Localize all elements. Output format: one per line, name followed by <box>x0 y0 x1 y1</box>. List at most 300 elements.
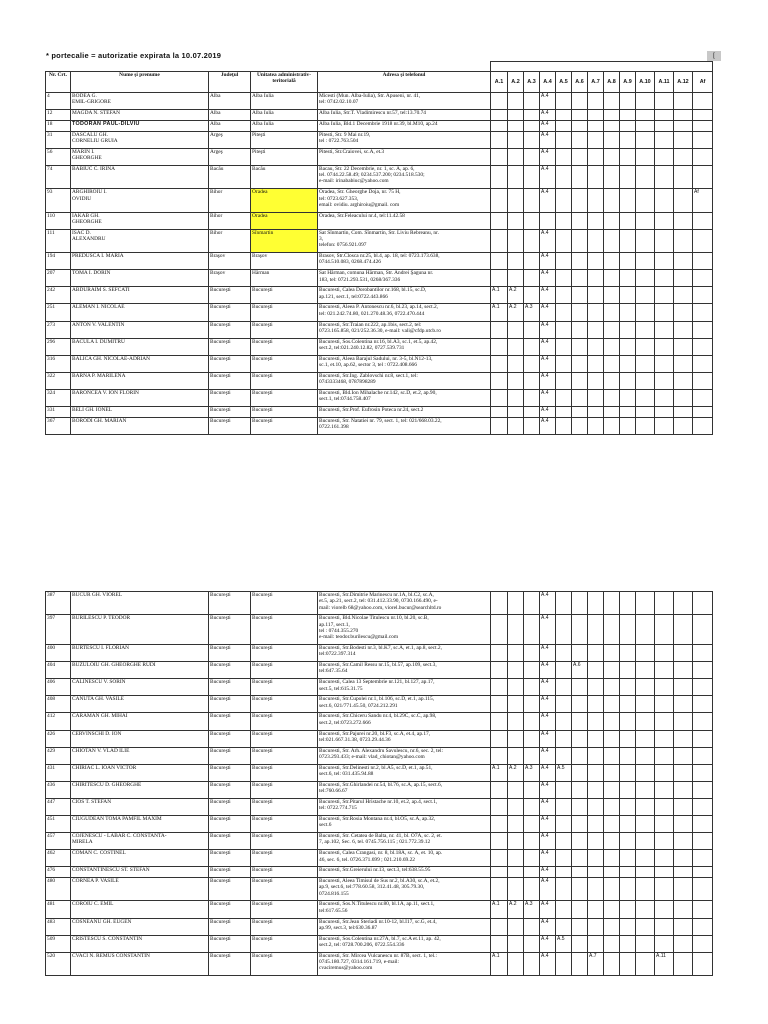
authorization-code-cell <box>588 798 604 815</box>
authorization-code-cell <box>693 372 713 389</box>
authorization-code-cell <box>655 679 674 696</box>
authorization-code-cell <box>655 321 674 338</box>
authorization-code-cell <box>655 781 674 798</box>
person-name: CHIOTAN V. VLAD ILIE <box>71 747 209 764</box>
row-number: 296 <box>46 338 71 355</box>
authorization-code-cell <box>693 592 713 615</box>
row-number: 476 <box>46 867 71 878</box>
authorization-code-cell <box>604 372 620 389</box>
authorization-code-cell <box>604 287 620 304</box>
address-cell: Bucuresti, Str. Arh. Alexandru Savulescu, nr.6, sec. 2, tel: 0723.293.433; e-mail: vlad_chiotan@yahoo.com <box>318 747 491 764</box>
authorization-code-cell <box>693 730 713 747</box>
authorization-code-cell <box>674 764 693 781</box>
county-cell: Bucureşti <box>209 321 251 338</box>
authorization-code-cell <box>636 679 655 696</box>
authorization-code-cell <box>556 850 572 867</box>
authorization-code-cell <box>655 253 674 270</box>
person-name: DASCALU GH. CORNELIU GRUIA <box>71 131 209 148</box>
row-number: 242 <box>46 287 71 304</box>
authorization-code-cell <box>508 229 524 252</box>
address-cell: Bucuresti, Str.Bodesti nr.3, bl.K7, sc.A, et.1, ap.8, sect.2, tel:0722.397.314 <box>318 645 491 662</box>
authorization-code-cell <box>604 338 620 355</box>
authorization-code-cell <box>556 189 572 212</box>
authorization-code-cell <box>508 148 524 165</box>
header-code: A.11 <box>655 72 674 93</box>
row-number: 56 <box>46 148 71 165</box>
person-name: BACULA I. DUMITRU <box>71 338 209 355</box>
unit-cell: Bucureşti <box>251 833 318 850</box>
authorization-code-cell <box>674 131 693 148</box>
address-cell: Bucuresti, Str.Greierului nr.13, sect.3, tel:638.55.95 <box>318 867 491 878</box>
authorization-code-cell: A.4 <box>540 730 556 747</box>
authorization-code-cell <box>620 165 636 188</box>
authorization-code-cell <box>636 189 655 212</box>
authorization-code-cell <box>655 662 674 679</box>
table-row <box>46 229 713 252</box>
authorization-code-cell <box>556 338 572 355</box>
header-name: Nume şi prenume <box>71 72 209 93</box>
authorization-code-cell <box>556 355 572 372</box>
authorization-code-cell <box>636 321 655 338</box>
authorization-code-cell <box>588 253 604 270</box>
authorization-code-cell: A.7 <box>588 952 604 975</box>
row-number: 273 <box>46 321 71 338</box>
authorization-code-cell <box>524 287 540 304</box>
address-cell: Bucuresti, Aleea Barajul Sadului, nr. 3-5, bl.N12-13, sc.1, et.10, ap.62, sector 3, tel : 0722.408.666 <box>318 355 491 372</box>
county-cell: Bucureşti <box>209 355 251 372</box>
person-name: BALICA GH. NICOLAE-ADRIAN <box>71 355 209 372</box>
address-cell: Bucuresti, Str.Chiceru Sandu nr.4, bl.29C, sc.C, ap.98, sect.2, tel:0723.272.666 <box>318 713 491 730</box>
person-name: BARONCEA V. ION FLORIN <box>71 389 209 406</box>
authorization-code-cell <box>604 679 620 696</box>
header-code: A.6 <box>572 72 588 93</box>
authorization-code-cell <box>693 901 713 918</box>
authorization-code-cell <box>491 372 508 389</box>
authorization-code-cell: A.4 <box>540 120 556 131</box>
county-cell: Bucureşti <box>209 615 251 645</box>
authorization-code-cell <box>491 935 508 952</box>
authorization-code-cell <box>674 696 693 713</box>
unit-cell: Bucureşti <box>251 935 318 952</box>
authorization-code-cell <box>508 867 524 878</box>
authorization-code-cell <box>491 679 508 696</box>
unit-cell: Bucureşti <box>251 662 318 679</box>
authorization-code-cell <box>572 781 588 798</box>
authorization-code-cell <box>556 878 572 901</box>
authorization-code-cell <box>508 747 524 764</box>
county-cell: Bucureşti <box>209 952 251 975</box>
authorization-code-cell <box>588 918 604 935</box>
authorization-code-cell <box>524 592 540 615</box>
row-number: 74 <box>46 165 71 188</box>
authorization-code-cell <box>636 212 655 229</box>
county-cell: Bucureşti <box>209 645 251 662</box>
authorization-code-cell: A.4 <box>540 338 556 355</box>
table-row <box>46 850 713 867</box>
person-name: CVACI N. REMUS CONSTANTIN <box>71 952 209 975</box>
authorization-code-cell: A.2 <box>508 287 524 304</box>
authorization-code-cell <box>674 287 693 304</box>
authorization-code-cell <box>491 878 508 901</box>
authorization-code-cell <box>604 730 620 747</box>
authorization-code-cell <box>655 406 674 417</box>
address-cell: Bucuresti, Sos.N.Titulescu nr.80, bl.1A, ap.11, sect.1, tel:617.65.56 <box>318 901 491 918</box>
row-number: 12 <box>46 110 71 121</box>
authorization-code-cell <box>674 645 693 662</box>
person-name: BODEA G. EMIL-GRIGORE <box>71 93 209 110</box>
unit-cell: Bucureşti <box>251 867 318 878</box>
authorization-code-cell: A.4 <box>540 747 556 764</box>
authorization-code-cell <box>524 165 540 188</box>
authorization-code-cell <box>491 798 508 815</box>
authorization-code-cell <box>693 816 713 833</box>
table-row <box>46 189 713 212</box>
table-row <box>46 662 713 679</box>
county-cell: Bucureşti <box>209 592 251 615</box>
authorization-code-cell <box>674 355 693 372</box>
row-number: 462 <box>46 850 71 867</box>
authorization-code-cell <box>588 304 604 321</box>
authorization-code-cell <box>693 406 713 417</box>
person-name: CHIRIAC L. IOAN VICTOR <box>71 764 209 781</box>
authorization-code-cell <box>620 229 636 252</box>
authorization-code-cell <box>588 645 604 662</box>
table-row <box>46 747 713 764</box>
address-cell: Bucuresti, Str.Ghirlandei nr.54, bl.76, sc.A, ap.15, sect.6, tel:760.66.67 <box>318 781 491 798</box>
person-name: ANTON V. VALENTIN <box>71 321 209 338</box>
authorization-code-cell <box>556 270 572 287</box>
authorization-code-cell <box>508 816 524 833</box>
person-name: CHIRITESCU D. GHEORGHE <box>71 781 209 798</box>
authorization-code-cell <box>491 592 508 615</box>
unit-cell: Bucureşti <box>251 355 318 372</box>
authorization-code-cell <box>556 816 572 833</box>
person-name: COMAN C. COSTINEL <box>71 850 209 867</box>
authorization-code-cell <box>556 645 572 662</box>
authorization-code-cell <box>655 696 674 713</box>
authorization-code-cell: A.4 <box>540 406 556 417</box>
authorization-code-cell <box>655 110 674 121</box>
authorization-code-cell: A.4 <box>540 764 556 781</box>
authorization-code-cell <box>508 189 524 212</box>
county-cell: Bucureşti <box>209 747 251 764</box>
unit-cell: Braşov <box>251 253 318 270</box>
unit-cell: Bucureşti <box>251 679 318 696</box>
authorization-code-cell: A.1 <box>491 952 508 975</box>
authorization-code-cell <box>620 321 636 338</box>
authorization-code-cell <box>588 372 604 389</box>
authorization-code-cell <box>636 730 655 747</box>
authorization-code-cell <box>491 918 508 935</box>
row-number: 406 <box>46 679 71 696</box>
unit-cell: Oradea <box>251 189 318 212</box>
authorization-code-cell <box>636 850 655 867</box>
county-cell: Bucureşti <box>209 918 251 935</box>
person-name: CRISTESCU S. CONSTANTIN <box>71 935 209 952</box>
unit-cell: Bucureşti <box>251 372 318 389</box>
table-row <box>46 93 713 110</box>
address-cell: Bucuresti, Str. Natatiei nr. 79, sect. 1, tel: 021/668.03.22, 0722.161.398 <box>318 417 491 434</box>
authorization-code-cell <box>693 338 713 355</box>
authorization-code-cell <box>572 165 588 188</box>
authorization-code-cell <box>604 120 620 131</box>
authorization-code-cell <box>508 781 524 798</box>
authorization-code-cell <box>572 355 588 372</box>
row-number: 111 <box>46 229 71 252</box>
person-name: ABDURAIM S. SEFCATI <box>71 287 209 304</box>
authorization-code-cell <box>636 615 655 645</box>
authorization-code-cell <box>572 696 588 713</box>
unit-cell: Bucureşti <box>251 747 318 764</box>
county-cell: Bucureşti <box>209 901 251 918</box>
authorization-code-cell <box>524 935 540 952</box>
authorization-code-cell <box>604 165 620 188</box>
county-cell: Bihor <box>209 189 251 212</box>
authorization-code-cell <box>491 131 508 148</box>
authorization-code-cell <box>572 270 588 287</box>
authorization-code-cell <box>604 662 620 679</box>
authorization-code-cell <box>491 713 508 730</box>
address-cell: Bucuresti, Str. Cetatea de Balta, nr. 41, bl. O7A, sc. 2, et. 7, ap.102, Sec. 6, tel. 0745.756.115 ; 021.772.39.12 <box>318 833 491 850</box>
authorization-code-cell: A.4 <box>540 798 556 815</box>
authorization-code-cell <box>491 93 508 110</box>
authorization-code-cell <box>693 321 713 338</box>
authorization-code-cell <box>604 918 620 935</box>
authorization-code-cell: A.4 <box>540 270 556 287</box>
authorization-code-cell <box>508 253 524 270</box>
unit-cell: Sînmartin <box>251 229 318 252</box>
authorization-code-cell <box>508 935 524 952</box>
table-row <box>46 918 713 935</box>
authorization-code-cell <box>524 781 540 798</box>
authorization-code-cell <box>508 406 524 417</box>
authorization-code-cell <box>655 287 674 304</box>
table-row <box>46 120 713 131</box>
table-header <box>46 72 713 93</box>
authorization-code-cell <box>572 878 588 901</box>
address-cell: Bucuresti, Str.Cupolei nr.1, bl.106, sc.D, et.1, ap.115, sect.6, 021/771.45.50, 0724.212.291 <box>318 696 491 713</box>
authorization-code-cell <box>508 615 524 645</box>
row-number: 457 <box>46 833 71 850</box>
authorization-code-cell <box>655 592 674 615</box>
unit-cell: Bucureşti <box>251 321 318 338</box>
authorization-code-cell <box>693 389 713 406</box>
authorization-code-cell <box>508 713 524 730</box>
header-code: A.2 <box>508 72 524 93</box>
authorization-code-cell <box>524 93 540 110</box>
authorization-code-cell <box>491 120 508 131</box>
authorization-code-cell <box>604 850 620 867</box>
authorization-code-cell <box>674 93 693 110</box>
authorization-code-cell <box>693 110 713 121</box>
row-number: 18 <box>46 120 71 131</box>
authorization-code-cell <box>674 592 693 615</box>
county-cell: Alba <box>209 120 251 131</box>
authorization-code-cell <box>620 417 636 434</box>
authorization-code-cell <box>524 417 540 434</box>
authorization-code-cell: A.4 <box>540 833 556 850</box>
unit-cell: Alba Iulia <box>251 93 318 110</box>
authorization-code-cell <box>693 850 713 867</box>
address-cell: Bucuresti, Sos.Colentina nr.16, bl.A3, sc.1, et.5, ap.42, sect.2, tel:021.240.12.82, 0727.539.731 <box>318 338 491 355</box>
header-code: A.9 <box>620 72 636 93</box>
authorization-code-cell <box>524 189 540 212</box>
authorization-code-cell <box>508 679 524 696</box>
authorization-code-cell <box>620 253 636 270</box>
unit-cell: Bucureşti <box>251 816 318 833</box>
authorization-code-cell <box>588 816 604 833</box>
authorization-code-cell <box>524 372 540 389</box>
person-name: BARNA P. MARILENA <box>71 372 209 389</box>
authorization-code-cell <box>636 304 655 321</box>
authorization-code-cell <box>524 148 540 165</box>
row-number: 404 <box>46 662 71 679</box>
row-number: 429 <box>46 747 71 764</box>
authorization-code-cell <box>524 662 540 679</box>
authorization-code-cell <box>556 679 572 696</box>
county-cell: Bucureşti <box>209 867 251 878</box>
authorization-code-cell <box>636 935 655 952</box>
authorization-code-cell <box>491 355 508 372</box>
authorization-code-cell <box>572 816 588 833</box>
authorization-code-cell <box>524 270 540 287</box>
authorization-code-cell <box>674 338 693 355</box>
authorization-code-cell <box>524 120 540 131</box>
authorization-code-cell <box>674 730 693 747</box>
authorization-code-cell <box>491 730 508 747</box>
authorization-code-cell: A.4 <box>540 355 556 372</box>
authorization-code-cell: A.1 <box>491 901 508 918</box>
authorization-code-cell <box>674 747 693 764</box>
authorization-code-cell <box>491 253 508 270</box>
authorization-code-cell <box>524 730 540 747</box>
county-cell: Bucureşti <box>209 372 251 389</box>
table-row <box>46 878 713 901</box>
address-cell: Alba Iulia, Bld.1 Decembrie 1918 nr.39, bl.M10, ap.24 <box>318 120 491 131</box>
authorization-code-cell <box>556 901 572 918</box>
authorization-code-cell <box>620 120 636 131</box>
authorization-code-cell <box>674 165 693 188</box>
person-name: IAKAB GH. GHEORGHE <box>71 212 209 229</box>
authorization-code-cell <box>655 867 674 878</box>
authorization-code-cell <box>524 645 540 662</box>
authorization-code-cell <box>604 798 620 815</box>
authorization-code-cell <box>636 372 655 389</box>
authorization-code-cell <box>674 270 693 287</box>
table-body-bottom <box>46 592 713 976</box>
authorization-code-cell <box>588 867 604 878</box>
authorization-code-cell <box>556 798 572 815</box>
county-cell: Bucureşti <box>209 878 251 901</box>
authorization-code-cell: A.4 <box>540 901 556 918</box>
authorization-code-cell: A.4 <box>540 321 556 338</box>
authorization-code-cell <box>655 878 674 901</box>
table-row <box>46 952 713 975</box>
authorization-code-cell <box>604 304 620 321</box>
unit-cell: Alba Iulia <box>251 110 318 121</box>
authorization-code-cell <box>674 110 693 121</box>
address-cell: Bucuresti, Str.Traian nr.222, ap.1bis, sect.2, tel: 0723.165.858, 021/252.36.30, e-mail: vali@cfdp.utcb.ro <box>318 321 491 338</box>
authorization-code-cell <box>588 615 604 645</box>
row-number: 400 <box>46 645 71 662</box>
authorization-code-cell <box>604 781 620 798</box>
authorization-code-cell <box>588 229 604 252</box>
authorization-code-cell <box>491 781 508 798</box>
authorization-code-cell: A.4 <box>540 229 556 252</box>
authorization-code-cell <box>604 764 620 781</box>
authorization-code-cell <box>636 833 655 850</box>
authorization-code-cell <box>508 696 524 713</box>
authorization-code-cell <box>524 747 540 764</box>
authorization-code-cell <box>572 287 588 304</box>
authorization-code-cell <box>620 615 636 645</box>
authorization-code-cell <box>588 662 604 679</box>
authorization-code-cell <box>636 229 655 252</box>
authorization-code-cell <box>620 645 636 662</box>
county-cell: Bucureşti <box>209 417 251 434</box>
authorization-code-cell <box>604 148 620 165</box>
authorization-code-cell <box>674 679 693 696</box>
authorization-code-cell <box>693 713 713 730</box>
authorization-code-cell <box>655 901 674 918</box>
address-cell: Sat Hărman, comuna Hărman, Str. Andrei Şaguna nr. 183, tel: 0721.293.531, 0268/367.336 <box>318 270 491 287</box>
unit-cell: Bucureşti <box>251 287 318 304</box>
authorization-code-cell <box>636 389 655 406</box>
header-code: A.10 <box>636 72 655 93</box>
authorization-code-cell <box>620 867 636 878</box>
authorization-code-cell <box>524 952 540 975</box>
table-row <box>46 713 713 730</box>
county-cell: Bucureşti <box>209 696 251 713</box>
authorization-code-cell <box>604 417 620 434</box>
authorization-code-cell <box>524 229 540 252</box>
authorization-code-cell: A.4 <box>540 679 556 696</box>
authorization-code-cell: A.5 <box>556 935 572 952</box>
authorization-code-cell <box>693 878 713 901</box>
authorization-code-cell <box>655 833 674 850</box>
authorization-code-cell: A.4 <box>540 253 556 270</box>
person-name: CERVINSCHI D. ION <box>71 730 209 747</box>
authorization-code-cell <box>556 918 572 935</box>
authorization-code-cell <box>620 816 636 833</box>
county-cell: Argeş <box>209 148 251 165</box>
unit-cell: Bucureşti <box>251 304 318 321</box>
person-name: COJENESCU - LABAR C. CONSTANTA- MIRELA <box>71 833 209 850</box>
authorization-code-cell <box>572 389 588 406</box>
authorization-code-cell: A.4 <box>540 165 556 188</box>
authorization-code-cell <box>588 287 604 304</box>
authorization-code-cell: A.4 <box>540 189 556 212</box>
authorization-code-cell <box>620 713 636 730</box>
authorization-code-cell <box>674 120 693 131</box>
authorization-code-cell <box>491 212 508 229</box>
authorization-code-cell <box>572 645 588 662</box>
authorization-code-cell: A.6 <box>572 662 588 679</box>
authorization-code-cell <box>693 798 713 815</box>
authorization-code-cell <box>620 372 636 389</box>
authorization-code-cell <box>588 713 604 730</box>
authorization-code-cell <box>556 321 572 338</box>
authorization-code-cell <box>604 615 620 645</box>
address-cell: Bucuresti, Str.Jean Steriadi nr.10-12, bl.I17, sc.G, et.4, ap.99, sect.3, tel:630.36.87 <box>318 918 491 935</box>
authorization-code-cell: A.1 <box>491 287 508 304</box>
person-name: CONSTANTINESCU ST. STEFAN <box>71 867 209 878</box>
person-name: PREDUSCA I. MARIA <box>71 253 209 270</box>
authorization-code-cell <box>674 321 693 338</box>
authorization-code-cell <box>572 417 588 434</box>
authorization-code-cell <box>620 212 636 229</box>
authorization-code-cell <box>674 148 693 165</box>
